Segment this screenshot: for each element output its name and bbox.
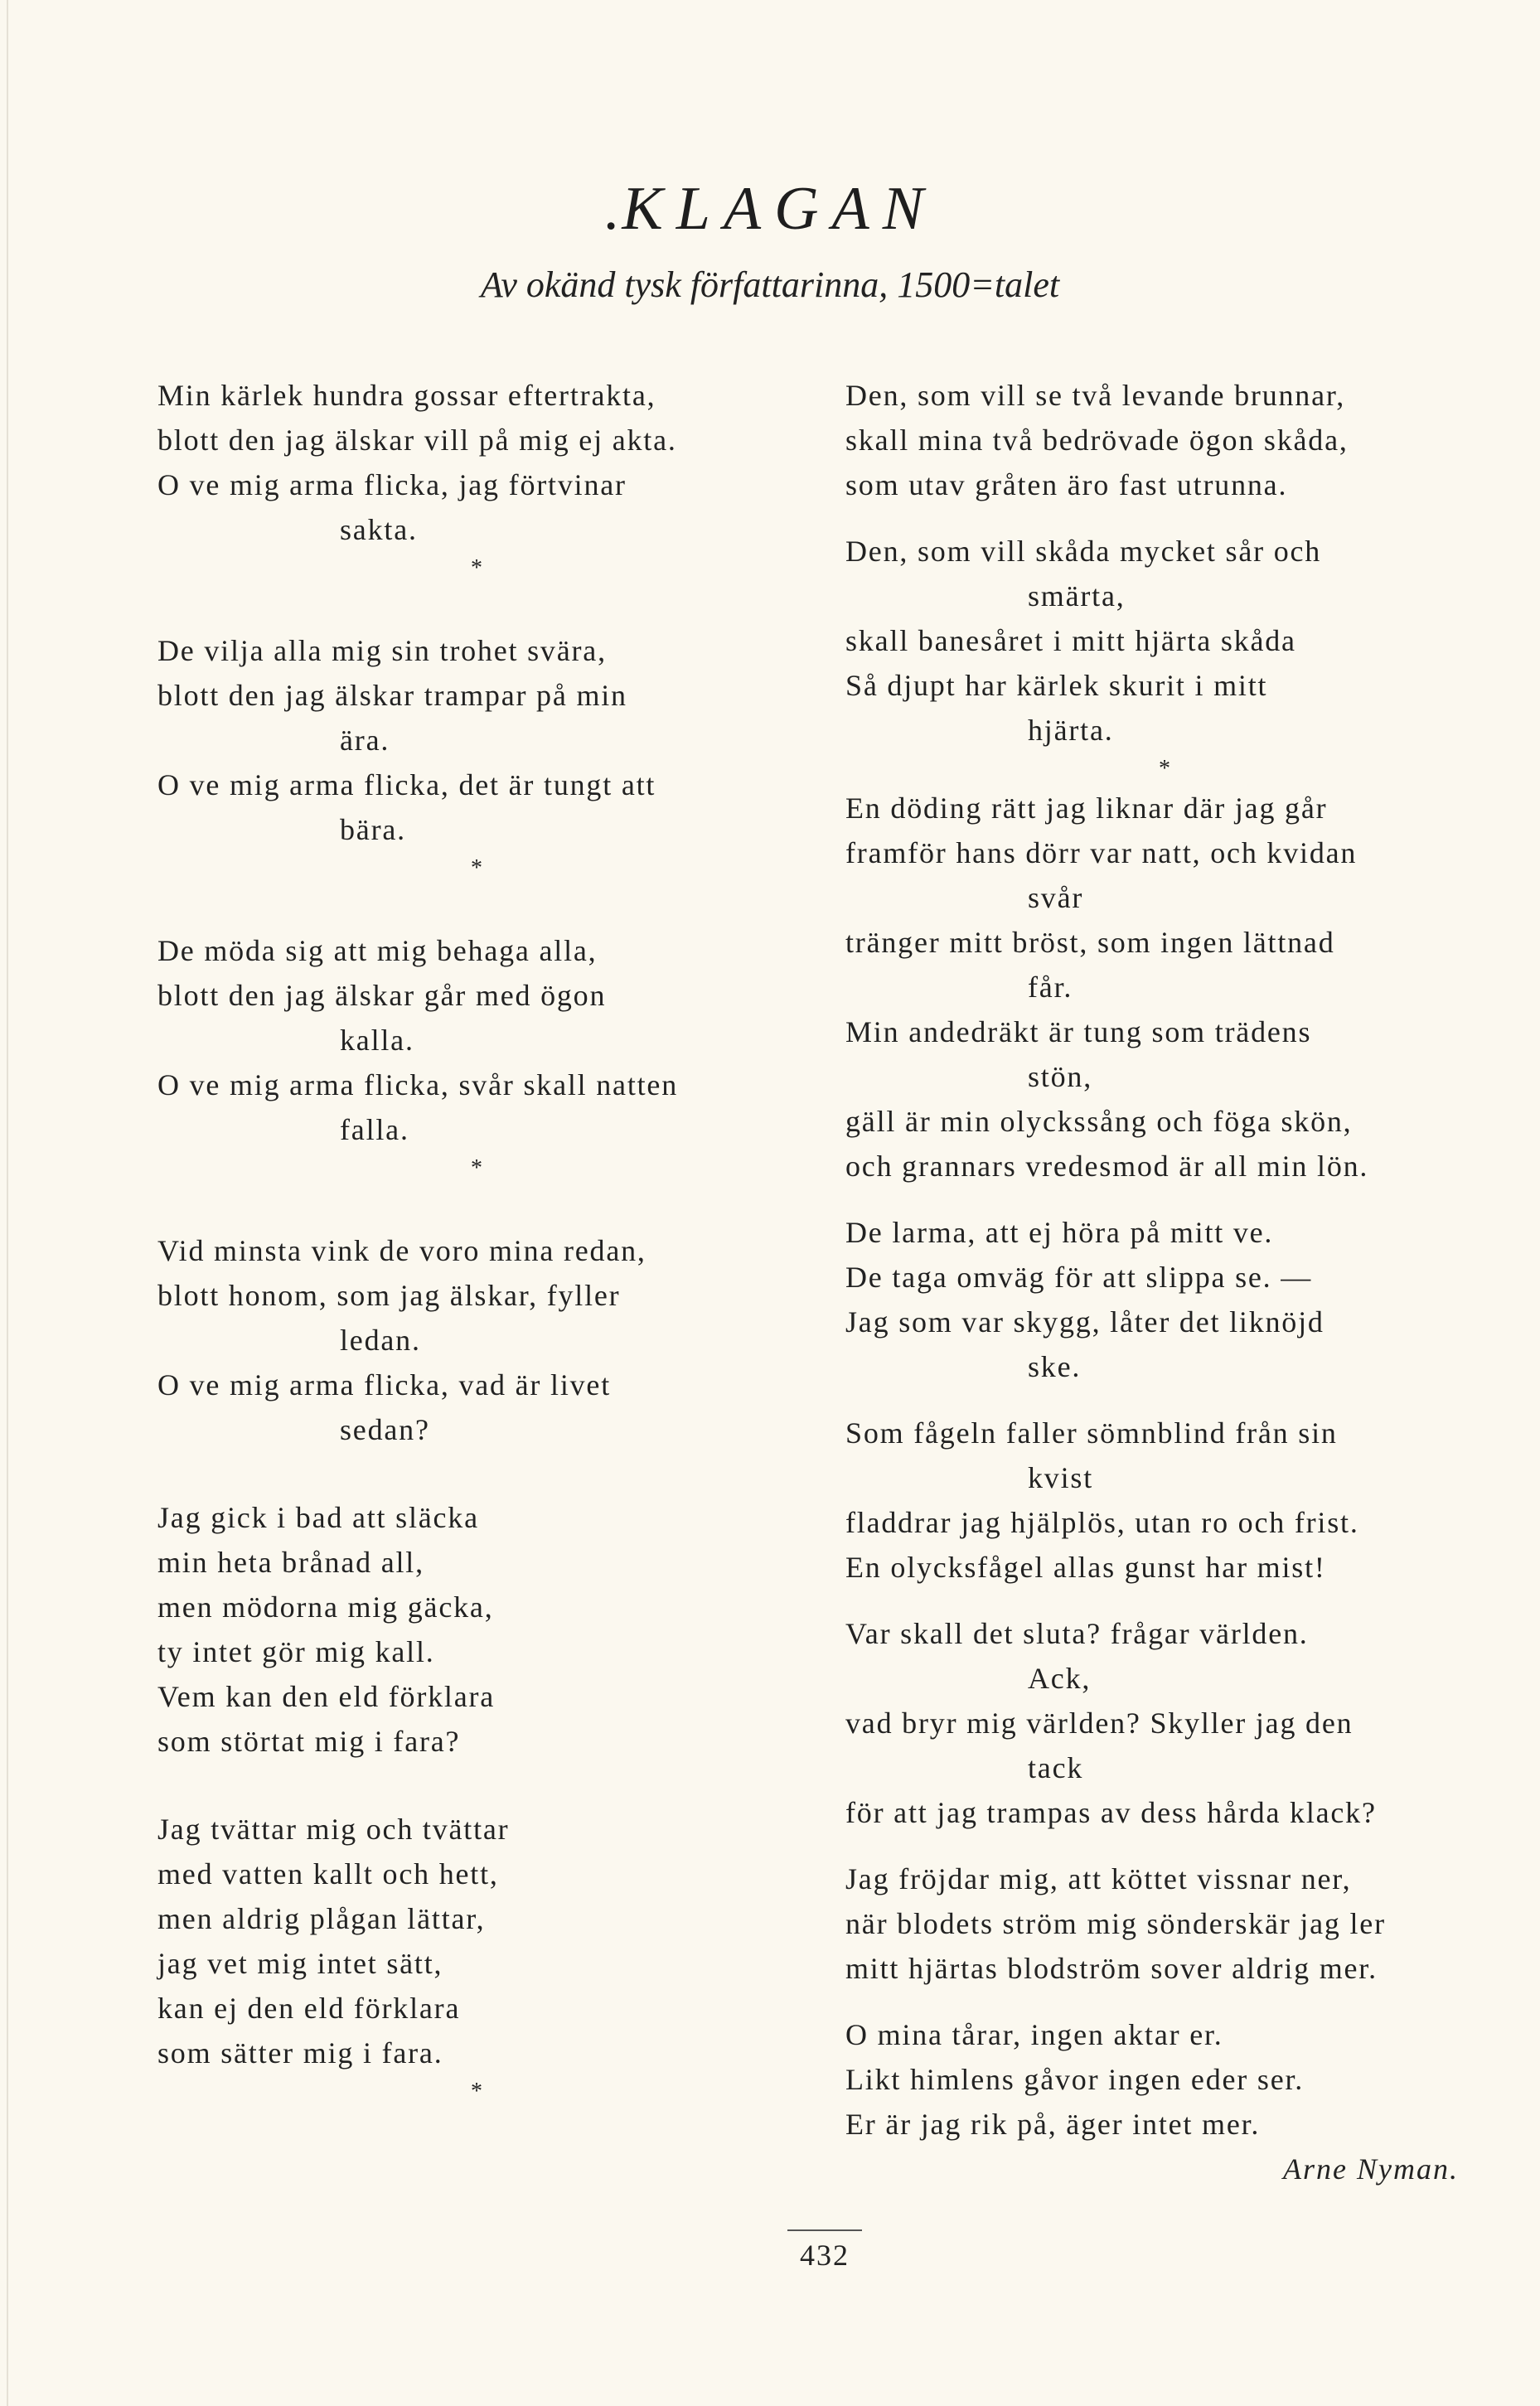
verse-line: De möda sig att mig behaga alla,	[157, 934, 598, 967]
verse-line: blott den jag älskar vill på mig ej akta.	[157, 424, 677, 457]
verse-line: De larma, att ej höra på mitt ve.	[845, 1216, 1274, 1249]
verse-line: som störtat mig i fara?	[157, 1725, 461, 1758]
verse-line: Som fågeln faller sömnblind från sin	[845, 1416, 1338, 1450]
poem-title	[0, 174, 1540, 244]
verse-line: gäll är min olyckssång och föga skön,	[845, 1105, 1353, 1138]
verse-line: bära.	[340, 813, 406, 846]
verse-line: skall mina två bedrövade ögon skåda,	[845, 424, 1349, 457]
verse-line: Så djupt har kärlek skurit i mitt	[845, 669, 1268, 702]
verse-line: svår	[1028, 881, 1084, 914]
verse-line: Likt himlens gåvor ingen eder ser.	[845, 2063, 1305, 2096]
verse-line: Jag gick i bad att släcka	[157, 1501, 479, 1534]
verse-line: kan ej den eld förklara	[157, 1992, 461, 2025]
verse-line: ty intet gör mig kall.	[157, 1635, 435, 1668]
title-text: KLAGAN	[622, 175, 937, 243]
verse-line: kalla.	[340, 1024, 414, 1057]
verse-line: Var skall det sluta? frågar världen.	[845, 1617, 1309, 1650]
poem-subtitle: Av okänd tysk författarinna, 1500=talet	[480, 264, 1060, 305]
verse-line: sedan?	[340, 1413, 430, 1446]
verse-line: Vid minsta vink de voro mina redan,	[157, 1234, 647, 1267]
verse-line: jag vet mig intet sätt,	[157, 1947, 443, 1980]
verse-line: Jag tvättar mig och tvättar	[157, 1813, 510, 1846]
verse-line: ledan.	[340, 1324, 421, 1357]
verse-line: ära.	[340, 724, 390, 757]
verse-line: ske.	[1028, 1350, 1082, 1383]
verse-line: mitt hjärtas blodström sover aldrig mer.	[845, 1952, 1378, 1985]
verse-line: tack	[1028, 1751, 1084, 1784]
verse-line: stön,	[1028, 1060, 1093, 1093]
verse-line: En döding rätt jag liknar där jag går	[845, 792, 1328, 825]
page-edge-line	[7, 0, 8, 2406]
verse-line: för att jag trampas av dess hårda klack?	[845, 1796, 1377, 1829]
verse-line: kvist	[1028, 1461, 1094, 1494]
verse-line: De taga omväg för att slippa se. —	[845, 1261, 1313, 1294]
stanza-separator: *	[471, 2079, 482, 2104]
author-signature: Arne Nyman.	[1283, 2152, 1459, 2186]
verse-line: Den, som vill skåda mycket sår och	[845, 535, 1322, 568]
verse-line: blott den jag älskar går med ögon	[157, 979, 607, 1012]
verse-line: En olycksfågel allas gunst har mist!	[845, 1551, 1326, 1584]
verse-line: som utav gråten äro fast utrunna.	[845, 468, 1288, 501]
left-column	[157, 373, 821, 2108]
verse-line: tränger mitt bröst, som ingen lättnad	[845, 926, 1335, 959]
right-column	[845, 373, 1509, 2191]
page-number-rule	[787, 2229, 862, 2231]
verse-line: Jag fröjdar mig, att köttet vissnar ner,	[845, 1862, 1352, 1895]
verse-line: blott honom, som jag älskar, fyller	[157, 1279, 621, 1312]
verse-line: skall banesåret i mitt hjärta skåda	[845, 624, 1296, 657]
verse-line: O ve mig arma flicka, det är tungt att	[157, 768, 656, 801]
stanza-separator: *	[471, 855, 482, 881]
stanza-separator: *	[471, 555, 482, 581]
verse-line: och grannars vredesmod är all min lön.	[845, 1150, 1369, 1183]
verse-line: hjärta.	[1028, 714, 1114, 747]
verse-line: framför hans dörr var natt, och kvidan	[845, 836, 1358, 869]
verse-line: O ve mig arma flicka, vad är livet	[157, 1368, 612, 1401]
verse-line: Vem kan den eld förklara	[157, 1680, 496, 1713]
verse-line: min heta brånad all,	[157, 1546, 424, 1579]
verse-line: Jag som var skygg, låter det liknöjd	[845, 1305, 1324, 1339]
verse-line: men aldrig plågan lättar,	[157, 1902, 486, 1935]
verse-line: smärta,	[1028, 579, 1126, 612]
verse-line: sakta.	[340, 513, 418, 546]
verse-line: Min kärlek hundra gossar eftertrakta,	[157, 379, 656, 412]
verse-line: som sätter mig i fara.	[157, 2036, 443, 2070]
verse-line: Den, som vill se två levande brunnar,	[845, 379, 1346, 412]
verse-line: blott den jag älskar trampar på min	[157, 679, 627, 712]
stanza-separator: *	[1159, 756, 1170, 782]
verse-line: falla.	[340, 1113, 409, 1146]
verse-line: O mina tårar, ingen aktar er.	[845, 2018, 1223, 2051]
verse-line: får.	[1028, 971, 1073, 1004]
verse-line: Min andedräkt är tung som trädens	[845, 1015, 1312, 1048]
verse-line: med vatten kallt och hett,	[157, 1857, 499, 1890]
verse-line: De vilja alla mig sin trohet svära,	[157, 634, 607, 667]
verse-line: Ack,	[1028, 1662, 1092, 1695]
verse-line: men mödorna mig gäcka,	[157, 1590, 494, 1624]
page-number: 432	[800, 2239, 850, 2272]
verse-line: vad bryr mig världen? Skyller jag den	[845, 1706, 1354, 1740]
title-dot: .	[603, 175, 622, 243]
verse-line: när blodets ström mig sönderskär jag ler	[845, 1907, 1386, 1940]
stanza-separator: *	[471, 1155, 482, 1181]
verse-line: fladdrar jag hjälplös, utan ro och frist.	[845, 1506, 1359, 1539]
verse-line: O ve mig arma flicka, svår skall natten	[157, 1068, 679, 1101]
verse-line: O ve mig arma flicka, jag förtvinar	[157, 468, 627, 501]
verse-line: Er är jag rik på, äger intet mer.	[845, 2108, 1261, 2141]
